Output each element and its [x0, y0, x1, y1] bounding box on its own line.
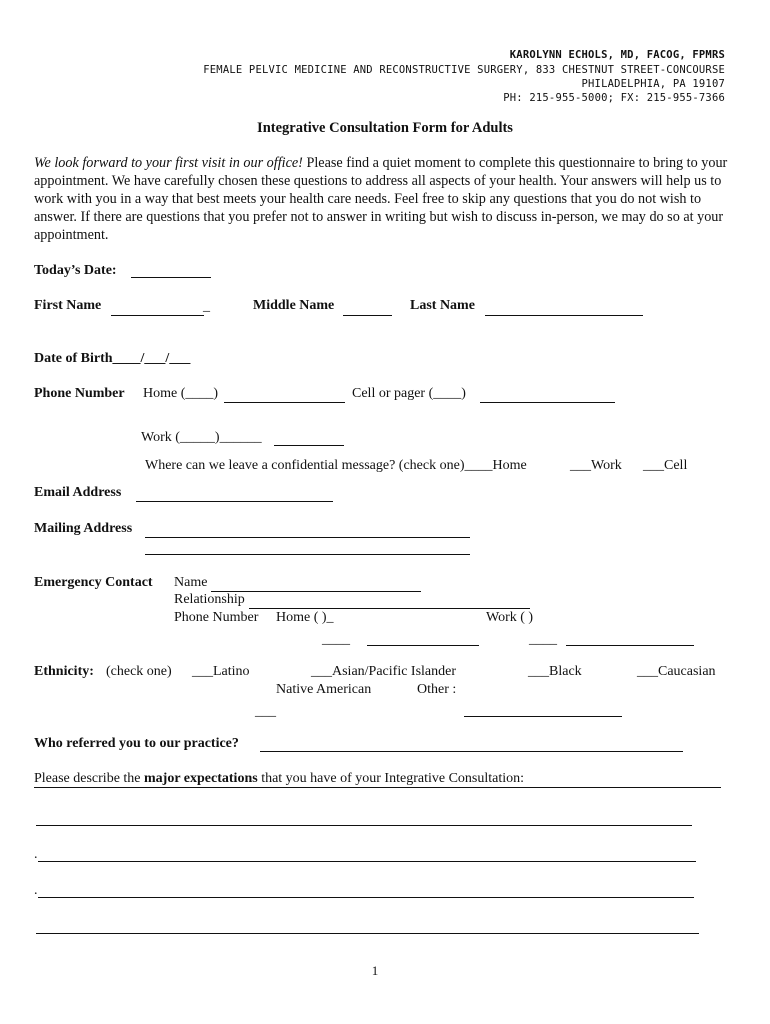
expectations-line-2[interactable] [38, 861, 696, 862]
doctor-name: KAROLYNN ECHOLS, MD, FACOG, FPMRS [509, 49, 725, 61]
home-phone-field[interactable] [224, 402, 345, 403]
middle-name-label: Middle Name [253, 298, 335, 313]
todays-date-label: Today’s Date: [34, 263, 117, 278]
message-option-cell[interactable]: ___Cell [643, 458, 688, 473]
expectations-post: that you have of your Integrative Consultation: [257, 771, 525, 786]
ethnicity-native: Native American [276, 682, 372, 697]
intro-text: Please find a quiet moment to complete this questionnaire to bring to your appointment. We have carefully chosen these questions to address all aspects of your health. Your answers will help us to work with you in a way that best meets your health care needs. Feel free to skip any questions that you do not wish to answer. If there are questions that you prefer not to answer in writing but wish to discuss in-person, we may do so at your appointment. [34, 155, 728, 243]
email-label: Email Address [34, 485, 122, 500]
ethnicity-native-check[interactable]: ___ [255, 704, 276, 719]
first-name-label: First Name [34, 298, 102, 313]
expectations-line-3[interactable] [38, 897, 694, 898]
form-title: Integrative Consultation Form for Adults [257, 120, 513, 136]
intro-italic: We look forward to your first visit in our office! [34, 155, 303, 171]
ethnicity-other-field[interactable] [464, 716, 622, 717]
ethnicity-latino[interactable]: ___Latino [192, 664, 250, 679]
intro-paragraph [34, 154, 734, 244]
expectations-line-1[interactable] [36, 825, 692, 826]
message-option-work[interactable]: ___Work [570, 458, 622, 473]
email-field[interactable] [136, 501, 333, 502]
phone-label: Phone Number [34, 386, 125, 401]
referred-label: Who referred you to our practice? [34, 736, 239, 751]
expectations-bold: major expectations [144, 771, 258, 786]
practice-address: FEMALE PELVIC MEDICINE AND RECONSTRUCTIVE SURGERY, 833 CHESTNUT STREET-CONCOURSE [203, 64, 725, 76]
ethnicity-asian[interactable]: ___Asian/Pacific Islander [311, 664, 457, 679]
ec-home-field[interactable] [367, 645, 479, 646]
dob-label [34, 351, 190, 367]
expectations-prompt [34, 771, 524, 787]
referred-field[interactable] [260, 751, 683, 752]
cell-phone-field[interactable] [480, 402, 615, 403]
work-phone-label: Work (_____)______ [141, 430, 262, 445]
ethnicity-label: Ethnicity: [34, 664, 94, 679]
last-name-field[interactable] [485, 315, 643, 316]
ec-home-label: Home ( )_ [276, 610, 334, 625]
ec-home-area[interactable]: ____ [322, 632, 350, 647]
page-number: 1 [371, 963, 379, 978]
cell-phone-label: Cell or pager (____) [352, 386, 466, 401]
expectations-dot-2: . [34, 883, 38, 898]
last-name-label: Last Name [410, 298, 475, 313]
work-phone-field[interactable] [274, 445, 344, 446]
first-name-field[interactable] [111, 315, 204, 316]
mailing-address-label: Mailing Address [34, 521, 133, 536]
expectations-line-4[interactable] [36, 933, 699, 934]
ethnicity-hint: (check one) [106, 664, 172, 679]
ec-work-field[interactable] [566, 645, 694, 646]
dob-field[interactable]: ____/___/___ [112, 351, 191, 366]
ethnicity-caucasian[interactable]: ___Caucasian [637, 664, 716, 679]
expectations-pre: Please describe the [34, 771, 145, 786]
ec-phone-label: Phone Number [174, 610, 259, 625]
expectations-line-0[interactable] [34, 787, 721, 788]
confidential-message-label[interactable]: Where can we leave a confidential message? (check one)____Home [145, 458, 527, 473]
ec-relationship-label: Relationship [174, 592, 245, 607]
mailing-address-field-2[interactable] [145, 554, 470, 555]
practice-phone: PH: 215-955-5000; FX: 215-955-7366 [503, 92, 725, 104]
todays-date-field[interactable] [131, 277, 211, 278]
expectations-dot-1: . [34, 847, 38, 862]
ec-work-label: Work ( ) [486, 610, 534, 625]
home-phone-label: Home (____) [143, 386, 219, 401]
dob-text: Date of Birth [34, 351, 113, 366]
ec-work-area[interactable]: ____ [529, 632, 557, 647]
ethnicity-other-label: Other : [417, 682, 457, 697]
emergency-contact-label: Emergency Contact [34, 575, 153, 590]
first-name-suffix: _ [203, 299, 210, 314]
practice-city: PHILADELPHIA, PA 19107 [581, 78, 725, 90]
ec-relationship-field[interactable] [249, 608, 530, 609]
mailing-address-field-1[interactable] [145, 537, 470, 538]
ec-name-label: Name [174, 575, 208, 590]
middle-name-field[interactable] [343, 315, 392, 316]
ethnicity-black[interactable]: ___Black [528, 664, 582, 679]
